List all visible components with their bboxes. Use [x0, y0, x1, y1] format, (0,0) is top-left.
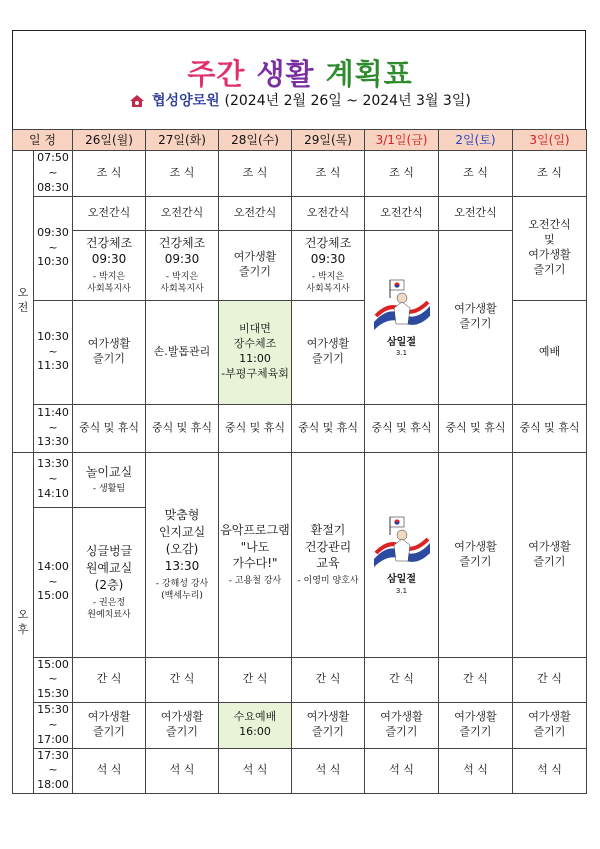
- music-program-cell: [219, 452, 292, 657]
- untact-exercise-cell: 비대면 장수체조 11:00 -부평구체육회: [219, 300, 292, 404]
- org-name: 협성양로원: [152, 93, 220, 109]
- row-dinner: [13, 748, 587, 794]
- leisure-cell: 여가생활 즐기기: [73, 703, 146, 749]
- breakfast-cell: 조 식: [513, 151, 587, 197]
- sunday-morning-cell: 오전간식 및 여가생활 즐기기: [513, 196, 587, 300]
- row-snack: [13, 657, 587, 703]
- day-header: 3일(일): [513, 130, 587, 151]
- day-header: 28일(수): [219, 130, 292, 151]
- snack-am-cell: 오전간식: [73, 196, 146, 230]
- health-exercise-cell: [73, 230, 146, 300]
- lunch-cell: 중식 및 휴식: [219, 404, 292, 452]
- dinner-cell: 석 식: [73, 748, 146, 794]
- row-lunch: [13, 404, 587, 452]
- program-title: 놀이교실: [85, 464, 133, 479]
- snack-cell: 간 식: [439, 657, 513, 703]
- snack-cell: 간 식: [365, 657, 439, 703]
- samiljeol-holiday-icon: [370, 513, 434, 573]
- breakfast-cell: 조 식: [365, 151, 439, 197]
- lunch-cell: 중식 및 휴식: [292, 404, 365, 452]
- leisure-cell: 여가생활 즐기기: [292, 703, 365, 749]
- breakfast-cell: 조 식: [292, 151, 365, 197]
- program-note: - 권은정 원예치료사: [87, 597, 131, 620]
- leisure-cell: 여가생활 즐기기: [73, 300, 146, 404]
- dinner-cell: 석 식: [365, 748, 439, 794]
- hand-foot-cell: 손.발톱관리: [146, 300, 219, 404]
- holiday-cell: [365, 452, 439, 657]
- am-label: 오 전: [13, 151, 34, 453]
- row-program-am: [13, 230, 587, 300]
- leisure-cell: 여가생활 즐기기: [439, 230, 513, 404]
- holiday-date: 3.1: [395, 349, 408, 358]
- row-breakfast: [13, 151, 587, 197]
- program-title: 맞춤형 인지교실 (오감) 13:30: [158, 508, 206, 573]
- program-note: - 박지은 사회복지사: [306, 272, 350, 295]
- dinner-cell: 석 식: [292, 748, 365, 794]
- day-header: 26일(월): [73, 130, 146, 151]
- worship-cell: 예배: [513, 300, 587, 404]
- program-note: - 이영미 양호사: [297, 576, 359, 587]
- program-title: 환절기 건강관리 교육: [304, 522, 352, 571]
- time-cell: 15:00 ~ 15:30: [34, 657, 73, 703]
- day-header: 2일(토): [439, 130, 513, 151]
- program-note: - 박지은 사회복지사: [160, 272, 204, 295]
- seasonal-health-cell: [292, 452, 365, 657]
- time-cell: 07:50 ~ 08:30: [34, 151, 73, 197]
- snack-cell: 간 식: [146, 657, 219, 703]
- house-logo-icon: [129, 94, 145, 108]
- lunch-cell: 중식 및 휴식: [73, 404, 146, 452]
- snack-am-cell: 오전간식: [365, 196, 439, 230]
- title-word-3: 계획표: [325, 57, 413, 91]
- holiday-date: 3.1: [395, 586, 408, 595]
- program-note: - 박지은 사회복지사: [87, 272, 131, 295]
- smile-class-cell: [73, 507, 146, 657]
- program-title: 음악프로그램 "나도 가수다!": [220, 522, 290, 571]
- lunch-cell: 중식 및 휴식: [365, 404, 439, 452]
- play-class-cell: [73, 452, 146, 507]
- time-cell: 10:30 ~ 11:30: [34, 300, 73, 404]
- program-note: - 고용철 강사: [228, 576, 282, 587]
- snack-am-cell: 오전간식: [219, 196, 292, 230]
- day-header: 27일(화): [146, 130, 219, 151]
- snack-cell: 간 식: [219, 657, 292, 703]
- time-cell: 13:30 ~ 14:10: [34, 452, 73, 507]
- dinner-cell: 석 식: [513, 748, 587, 794]
- dinner-cell: 석 식: [439, 748, 513, 794]
- dinner-cell: 석 식: [146, 748, 219, 794]
- breakfast-cell: 조 식: [219, 151, 292, 197]
- pm-label: 오 후: [13, 452, 34, 794]
- leisure-cell: 여가생활 즐기기: [513, 703, 587, 749]
- day-header: 3/1일(금): [365, 130, 439, 151]
- holiday-name: 삼일절: [387, 336, 416, 348]
- leisure-cell: 여가생활 즐기기: [146, 703, 219, 749]
- leisure-cell: 여가생활 즐기기: [439, 452, 513, 657]
- health-exercise-cell: [146, 230, 219, 300]
- header-row: [13, 130, 587, 151]
- program-note: - 생활팀: [92, 484, 126, 495]
- schedule-table: [12, 129, 587, 794]
- breakfast-cell: 조 식: [73, 151, 146, 197]
- samiljeol-holiday-icon: [370, 276, 434, 336]
- leisure-cell: 여가생활 즐기기: [365, 703, 439, 749]
- row-snack-am: [13, 196, 587, 230]
- snack-cell: 간 식: [292, 657, 365, 703]
- wednesday-worship-cell: 수요예배 16:00: [219, 703, 292, 749]
- time-cell: 15:30 ~ 17:00: [34, 703, 73, 749]
- lunch-cell: 중식 및 휴식: [146, 404, 219, 452]
- program-title: 싱글벙글 원예교실 (2층): [85, 544, 133, 592]
- date-range: (2024년 2월 26일 ~ 2024년 3월 3일): [224, 93, 471, 109]
- program-note: - 강해성 강사 (백세누리): [155, 578, 209, 601]
- snack-cell: 간 식: [73, 657, 146, 703]
- row-1330: [13, 452, 587, 507]
- dinner-cell: 석 식: [219, 748, 292, 794]
- holiday-cell: [365, 230, 439, 404]
- program-title: 건강체조 09:30: [158, 235, 206, 267]
- time-cell: 11:40 ~ 13:30: [34, 404, 73, 452]
- row-1530: [13, 703, 587, 749]
- leisure-cell: 여가생활 즐기기: [513, 452, 587, 657]
- subtitle: [0, 90, 600, 110]
- program-title: 건강체조 09:30: [304, 235, 352, 267]
- time-cell: 17:30 ~ 18:00: [34, 748, 73, 794]
- title-word-1: 주간: [187, 57, 246, 91]
- leisure-cell: 여가생활 즐기기: [219, 230, 292, 300]
- snack-am-cell: 오전간식: [439, 196, 513, 230]
- page-title: [0, 52, 600, 93]
- snack-am-cell: 오전간식: [146, 196, 219, 230]
- breakfast-cell: 조 식: [439, 151, 513, 197]
- title-word-2: 생활: [256, 57, 315, 91]
- cognitive-class-cell: [146, 452, 219, 657]
- schedule-label: 일 정: [13, 130, 73, 151]
- program-title: 건강체조 09:30: [85, 235, 133, 267]
- snack-cell: 간 식: [513, 657, 587, 703]
- health-exercise-cell: [292, 230, 365, 300]
- leisure-cell: 여가생활 즐기기: [439, 703, 513, 749]
- time-cell: 14:00 ~ 15:00: [34, 507, 73, 657]
- lunch-cell: 중식 및 휴식: [513, 404, 587, 452]
- day-header: 29일(목): [292, 130, 365, 151]
- breakfast-cell: 조 식: [146, 151, 219, 197]
- snack-am-cell: 오전간식: [292, 196, 365, 230]
- lunch-cell: 중식 및 휴식: [439, 404, 513, 452]
- time-cell: 09:30 ~ 10:30: [34, 196, 73, 300]
- leisure-cell: 여가생활 즐기기: [292, 300, 365, 404]
- holiday-name: 삼일절: [387, 574, 416, 586]
